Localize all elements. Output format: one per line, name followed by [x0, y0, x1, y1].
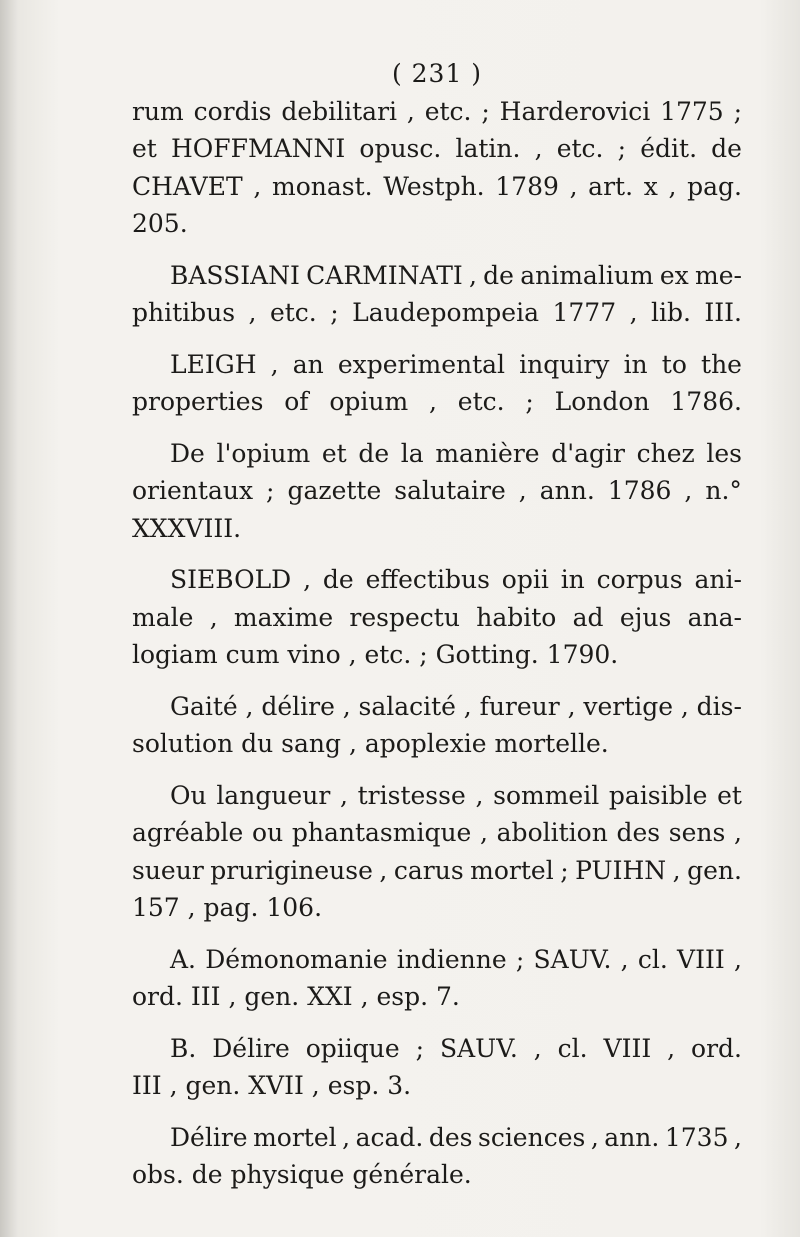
paragraph-leigh [132, 346, 742, 421]
text-line: ord. III , gen. XXI , esp. 7. [132, 982, 460, 1011]
paragraph-demonomanie [132, 941, 742, 1016]
text-line: B. Délire opiique ; SAUV. , cl. VIII , ord. [170, 1033, 742, 1063]
text-line: XXXVIII. [132, 513, 242, 543]
paragraph-delire-mortel [132, 1119, 742, 1194]
text-line: LEIGH , an experimental inquiry in to the [170, 349, 742, 379]
text-line: 157 , pag. 106. [132, 893, 323, 922]
paragraph-opium-orientaux [132, 435, 742, 548]
text-line: Délire mortel , acad. des sciences , ann. 1735 , [170, 1122, 742, 1152]
paragraph-carminati [132, 257, 742, 332]
text-line: properties of opium , etc. ; London 1786. [132, 387, 742, 416]
text-line: obs. de physique générale. [132, 1160, 472, 1189]
page-text [132, 55, 742, 1208]
paragraph-delire-opiique [132, 1030, 742, 1105]
text-line: rum cordis debilitari , etc. ; Harderovici 1775 ; [132, 96, 742, 126]
text-line: et HOFFMANNI opusc. latin. , etc. ; édit. de [132, 134, 742, 163]
text-line: SIEBOLD , de effectibus opii in corpus ani- [170, 565, 742, 594]
text-line: phitibus , etc. ; Laudepompeia 1777 , lib. III. [132, 298, 742, 327]
text-line: BASSIANI CARMINATI , de animalium ex me- [170, 260, 742, 290]
text-line: logiam cum vino , etc. ; Gotting. 1790. [132, 640, 619, 669]
text-line: 205. [132, 209, 188, 238]
page-number: ( 231 ) [391, 59, 483, 88]
text-line: Ou langueur , tristesse , sommeil paisible et [170, 780, 742, 810]
paragraph-siebold [132, 561, 742, 674]
text-line: Gaité , délire , salacité , fureur , vertige , dis- [170, 691, 742, 721]
text-line: III , gen. XVII , esp. 3. [132, 1071, 412, 1100]
text-line: agréable ou phantasmique , abolition des sens , [132, 818, 742, 847]
text-line: solution du sang , apoplexie mortelle. [132, 729, 609, 758]
paragraph-gaite [132, 688, 742, 763]
paragraph-langueur [132, 777, 742, 927]
text-line: A. Démonomanie indienne ; SAUV. , cl. VIII , [170, 944, 742, 974]
text-line: male , maxime respectu habito ad ejus ana- [132, 602, 742, 632]
text-line: orientaux ; gazette salutaire , ann. 1786 , n.° [132, 476, 742, 505]
paragraph-hoffmann [132, 93, 742, 243]
text-line: CHAVET , monast. Westph. 1789 , art. x , pag. [132, 171, 742, 201]
text-line: sueur prurigineuse , carus mortel ; PUIHN , gen. [132, 855, 742, 885]
text-line: De l'opium et de la manière d'agir chez les [170, 438, 742, 468]
